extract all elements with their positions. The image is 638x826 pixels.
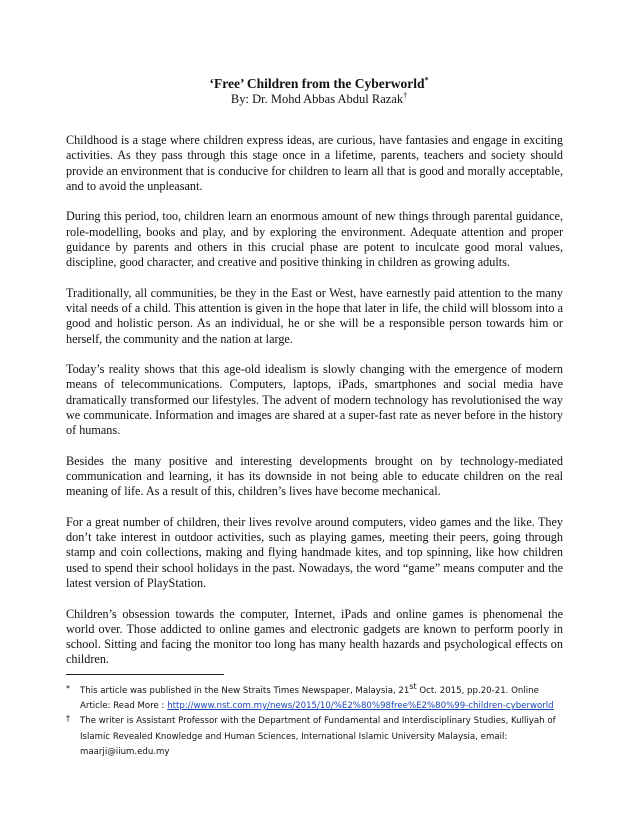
article-body [66, 133, 563, 683]
paragraph-7: Children’s obsession towards the computer, Internet, iPads and online games is phenomenal the world over. Those addicted to online games and electronic gadgets are known to perform poorly in school. Sitting and facing the monitor too long has many health hazards and psychological effects on children. [66, 606, 563, 667]
footnote-1 [66, 684, 566, 714]
article-url-link[interactable]: http://www.nst.com.my/news/2015/10/%E2%80%98free%E2%80%99-children-cyberworld [167, 701, 554, 712]
article-title-text: ‘Free’ Children from the Cyberworld [209, 76, 425, 91]
footnote-1-text-a: This article was published in the New Straits Times Newspaper, Malaysia, 21 [80, 686, 410, 696]
paragraph-3: Traditionally, all communities, be they in the East or West, have earnestly paid attention to the many vital needs of a child. This attention is given in the hope that later in life, the child will blossom into a good and holistic person. As an individual, he or she will be a responsible person towards him or herself, the community and the nation at large. [66, 285, 563, 346]
paragraph-6: For a great number of children, their lives revolve around computers, video games and the like. They don’t take interest in outdoor activities, such as playing games, meeting their peers, going through stamp and coin collections, making and flying handmade kites, and top spinning, like how children used to spend their school holidays in the past. Nowadays, the word “game” means computer and the latest version of PlayStation. [66, 514, 563, 591]
author-byline-text: By: Dr. Mohd Abbas Abdul Razak [230, 92, 404, 106]
paragraph-2: During this period, too, children learn an enormous amount of new things through parental guidance, role-modelling, books and play, and by exploring the environment. Adequate attention and proper guidance by parents and others in this crucial phase are potent to inculcate good moral values, discipline, good character, and creative and positive thinking in children as growing adults. [66, 209, 563, 270]
paragraph-1: Childhood is a stage where children express ideas, are curious, have fantasies and engage in exciting activities. As they pass through this stage once in a lifetime, parents, teachers and society should provide an environment that is conducive for children to learn all that is good and morally acceptable, and to avoid the unpleasant. [66, 133, 563, 193]
footnote-2 [66, 714, 566, 760]
footnote-1-text-b: Oct. 2015, pp.20-21. Online Article: Read More : [80, 686, 539, 712]
byline-footnote-mark: † [403, 90, 408, 100]
footnote-1-ordinal: st [409, 682, 417, 692]
footnote-2-mark: † [66, 714, 70, 724]
article-title [0, 76, 638, 92]
paragraph-4: Today’s reality shows that this age-old idealism is slowly changing with the emergence of modern means of telecommunications. Computers, laptops, iPads, smartphones and social media have dramatically transformed our lifestyles. The advent of modern technology has revolutionised the way we communicate. Information and images are shared at a super-fast rate as never before in the history of humans. [66, 362, 563, 438]
footnote-2-text: The writer is Assistant Professor with the Department of Fundamental and Interdisciplinary Studies, Kulliyah of Islamic Revealed Knowledge and Human Sciences, International Islamic University Malaysia, email: maarji@iium.edu.my [80, 716, 556, 757]
footnote-separator [66, 674, 224, 675]
author-byline [0, 92, 638, 107]
paragraph-5: Besides the many positive and interesting developments brought on by technology-mediated communication and learning, it has its downside in not being able to educate children on the real meaning of life. As a result of this, children’s lives have become mechanical. [66, 453, 563, 499]
footnote-1-mark: * [66, 684, 70, 693]
title-footnote-mark: * [424, 75, 429, 85]
footnotes [66, 684, 566, 760]
